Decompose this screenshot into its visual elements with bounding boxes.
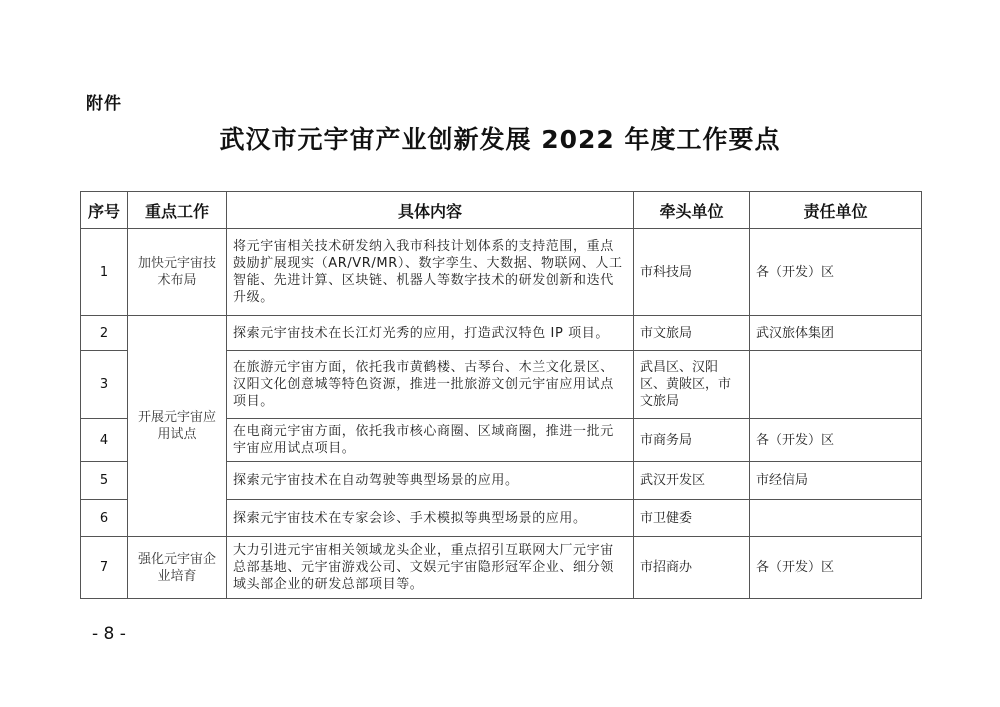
content-cell: 将元宇宙相关技术研发纳入我市科技计划体系的支持范围，重点鼓励扩展现实（AR/VR/MR）、数字孪生、大数据、物联网、人工智能、先进计算、区块链、机器人等数字技术的研发创新和迭代升级。: [227, 229, 634, 316]
table-row: [81, 316, 922, 351]
resp-cell: 市经信局: [750, 462, 922, 500]
resp-cell: 各（开发）区: [750, 419, 922, 462]
lead-cell: 市卫健委: [634, 500, 750, 537]
work-plan-table: [80, 191, 922, 599]
lead-cell: 武昌区、汉阳区、黄陂区，市文旅局: [634, 351, 750, 419]
row-no: 1: [81, 229, 128, 316]
header-content: 具体内容: [227, 192, 634, 229]
lead-cell: 市科技局: [634, 229, 750, 316]
content-cell: 探索元宇宙技术在专家会诊、手术模拟等典型场景的应用。: [227, 500, 634, 537]
row-no: 6: [81, 500, 128, 537]
document-title: 武汉市元宇宙产业创新发展 2022 年度工作要点: [219, 125, 781, 154]
lead-cell: 市文旅局: [634, 316, 750, 351]
lead-cell: 武汉开发区: [634, 462, 750, 500]
table-row: [81, 229, 922, 316]
row-no: 7: [81, 537, 128, 599]
task-cell: 强化元宇宙企业培育: [128, 537, 227, 599]
lead-cell: 市招商办: [634, 537, 750, 599]
content-cell: 探索元宇宙技术在自动驾驶等典型场景的应用。: [227, 462, 634, 500]
lead-cell: 市商务局: [634, 419, 750, 462]
table-header-row: [81, 192, 922, 229]
content-cell: 探索元宇宙技术在长江灯光秀的应用，打造武汉特色 IP 项目。: [227, 316, 634, 351]
resp-cell: [750, 351, 922, 419]
content-cell: 在旅游元宇宙方面，依托我市黄鹤楼、古琴台、木兰文化景区、汉阳文化创意城等特色资源，推进一批旅游文创元宇宙应用试点项目。: [227, 351, 634, 419]
header-task: 重点工作: [128, 192, 227, 229]
resp-cell: 武汉旅体集团: [750, 316, 922, 351]
task-cell: 加快元宇宙技术布局: [128, 229, 227, 316]
row-no: 4: [81, 419, 128, 462]
resp-cell: 各（开发）区: [750, 229, 922, 316]
table-row: [81, 537, 922, 599]
row-no: 3: [81, 351, 128, 419]
resp-cell: 各（开发）区: [750, 537, 922, 599]
header-lead: 牵头单位: [634, 192, 750, 229]
content-cell: 在电商元宇宙方面，依托我市核心商圈、区域商圈，推进一批元宇宙应用试点项目。: [227, 419, 634, 462]
row-no: 2: [81, 316, 128, 351]
content-cell: 大力引进元宇宙相关领域龙头企业，重点招引互联网大厂元宇宙总部基地、元宇宙游戏公司、文娱元宇宙隐形冠军企业、细分领域头部企业的研发总部项目等。: [227, 537, 634, 599]
header-resp: 责任单位: [750, 192, 922, 229]
page-number: - 8 -: [92, 624, 126, 644]
resp-cell: [750, 500, 922, 537]
row-no: 5: [81, 462, 128, 500]
task-cell: 开展元宇宙应用试点: [128, 316, 227, 537]
attachment-label: 附件: [86, 94, 122, 114]
header-no: 序号: [81, 192, 128, 229]
